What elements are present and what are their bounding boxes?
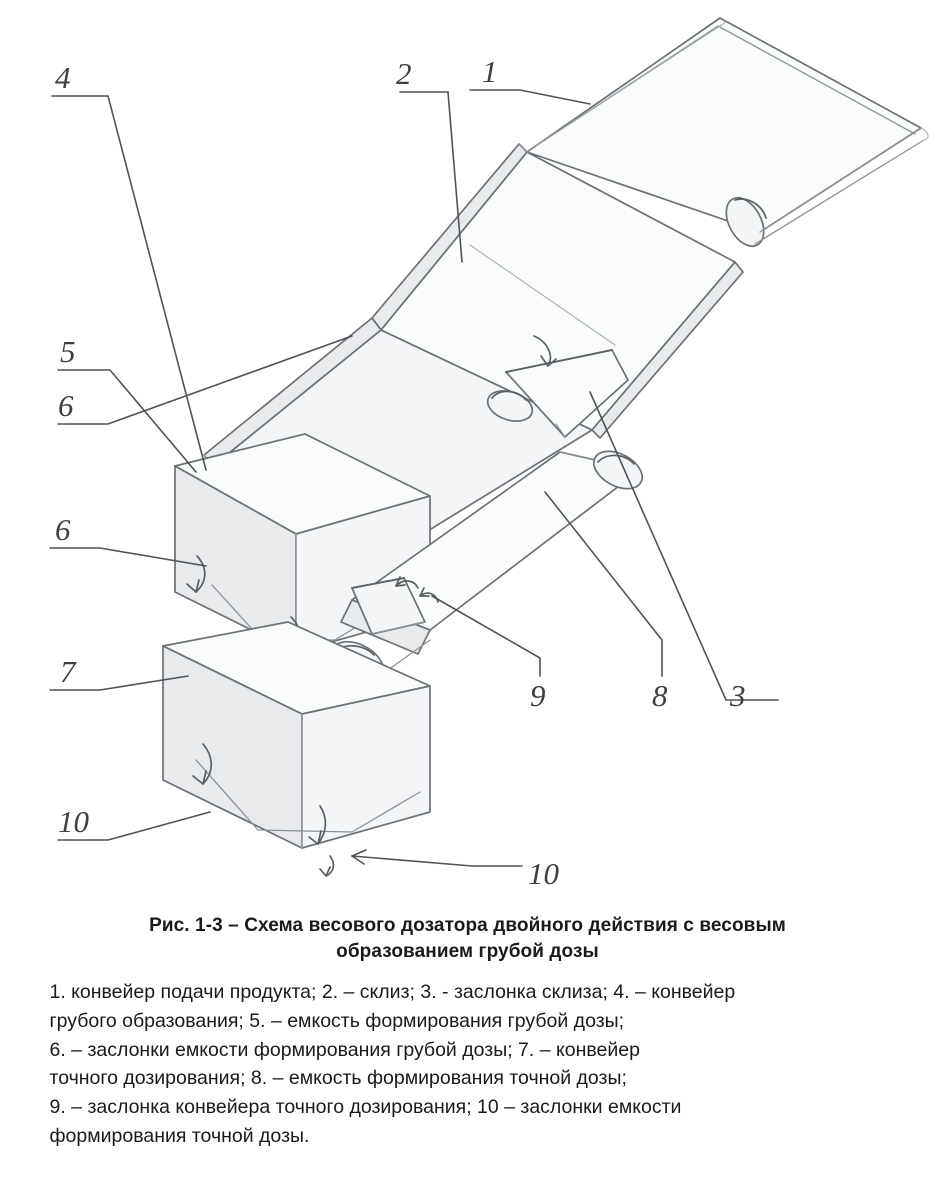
figure-legend	[28, 978, 908, 1150]
callout-1: 1	[482, 54, 498, 89]
legend-line: точного дозирования; 8. – емкость формирования точной дозы;	[49, 1067, 627, 1090]
callout-10-bottom: 10	[528, 856, 559, 891]
legend-line: 6. – заслонки емкости формирования грубой дозы; 7. – конвейер	[49, 1038, 640, 1061]
figure-caption	[58, 913, 878, 964]
callout-2: 2	[396, 56, 412, 91]
callout-4: 4	[55, 60, 71, 95]
callout-5: 5	[60, 334, 76, 369]
legend-line: 9. – заслонка конвейера точного дозирования; 10 – заслонки емкости	[49, 1095, 682, 1118]
callout-6-upper: 6	[58, 388, 74, 423]
callout-3: 3	[730, 678, 746, 713]
callout-8: 7	[60, 654, 76, 689]
callout-9: 9	[530, 678, 546, 713]
callout-7: 8	[652, 678, 668, 713]
legend-line: грубого образования; 5. – емкость формирования грубой дозы;	[49, 1009, 625, 1032]
legend-line: 1. конвейер подачи продукта; 2. – склиз; 3. - заслонка склиза; 4. – конвейер	[49, 981, 736, 1004]
figure-caption-line-2: образованием грубой дозы	[336, 940, 599, 962]
figure-caption-line-1: Рис. 1-3 – Схема весового дозатора двойного действия с весовым	[149, 915, 786, 936]
legend-line: формирования точной дозы.	[49, 1124, 310, 1147]
callout-10-left: 10	[58, 804, 89, 839]
callout-6-lower: 6	[55, 512, 71, 547]
